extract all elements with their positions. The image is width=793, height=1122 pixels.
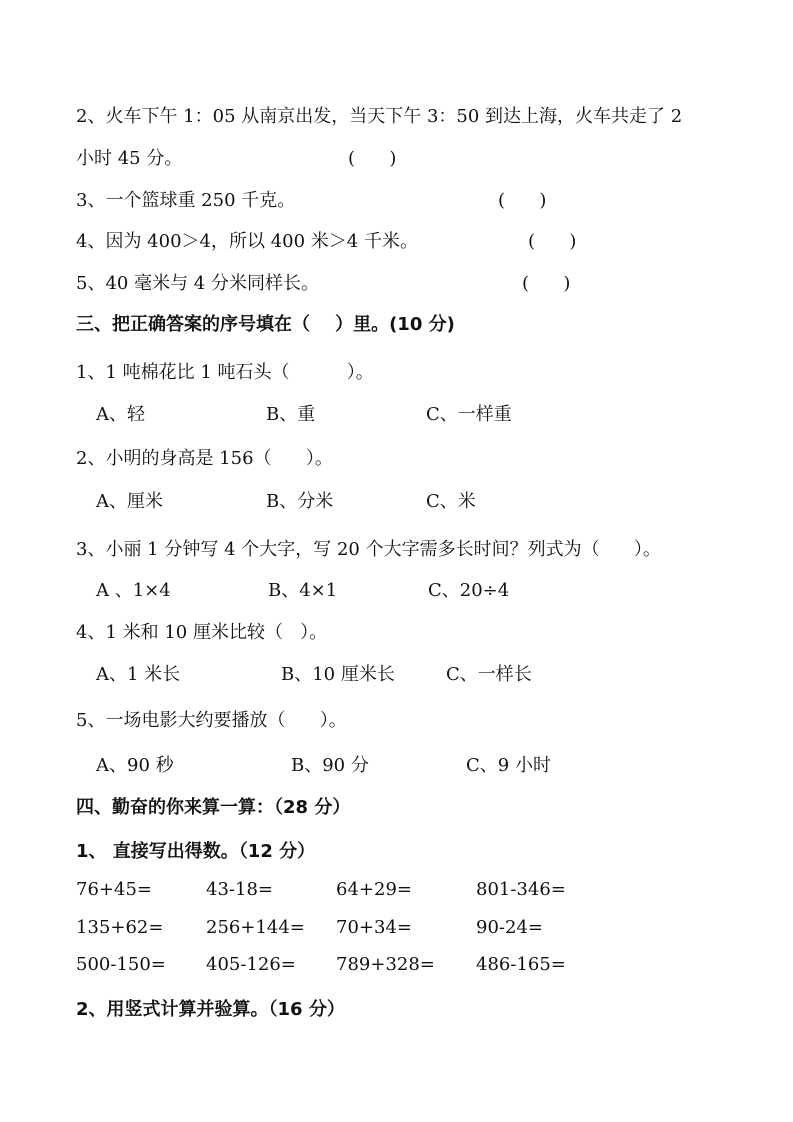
part2-title: 2、用竖式计算并验算。（16 分） [76,999,345,1020]
judge-q2-line1: 2、火车下午 1：05 从南京出发，当天下午 3：50 到达上海，火车共走了 2 [76,106,683,127]
judge-q3: 3、一个篮球重 250 千克。 [76,190,296,211]
question: 1、1 吨棉花比 1 吨石头（ ）。 [76,362,374,383]
option[interactable]: C、9 小时 [466,755,551,776]
calc-item: 135+62= [76,917,164,938]
option[interactable]: B、重 [266,404,316,425]
calc-item: 70+34= [336,917,412,938]
option[interactable]: C、20÷4 [428,580,510,601]
calc-item: 500-150= [76,954,166,975]
option[interactable]: B、4×1 [268,580,338,601]
option[interactable]: A、90 秒 [96,755,174,776]
judge-q4: 4、因为 400＞4，所以 400 米＞4 千米。 [76,231,418,252]
answer-blank[interactable]: ( ) [498,190,547,211]
calc-item: 405-126= [206,954,296,975]
answer-blank[interactable]: ( ) [522,273,571,294]
section3-title: 三、把正确答案的序号填在（ ）里。(10 分) [76,314,455,335]
part1-title: 1、 直接写出得数。（12 分） [76,841,316,862]
option[interactable]: B、分米 [266,491,334,512]
option[interactable]: A 、1×4 [96,580,171,601]
option[interactable]: B、10 厘米长 [281,664,395,685]
calc-item: 76+45= [76,879,152,900]
calc-item: 801-346= [476,879,566,900]
question: 2、小明的身高是 156（ ）。 [76,448,333,469]
option[interactable]: C、米 [426,491,476,512]
option[interactable]: A、1 米长 [96,664,181,685]
question: 3、小丽 1 分钟写 4 个大字，写 20 个大字需多长时间？列式为（ ）。 [76,539,661,560]
judge-q2-line2: 小时 45 分。 [76,148,183,169]
calc-item: 64+29= [336,879,412,900]
answer-blank[interactable]: ( ) [348,148,397,169]
option[interactable]: A、轻 [96,404,145,425]
option[interactable]: B、90 分 [291,755,369,776]
question: 4、1 米和 10 厘米比较（ ）。 [76,622,328,643]
calc-item: 256+144= [206,917,305,938]
calc-item: 789+328= [336,954,435,975]
judge-q5: 5、40 毫米与 4 分米同样长。 [76,273,319,294]
section4-title: 四、勤奋的你来算一算：（28 分） [76,797,351,818]
calc-item: 43-18= [206,879,273,900]
answer-blank[interactable]: ( ) [528,231,577,252]
option[interactable]: C、一样重 [426,404,512,425]
question: 5、一场电影大约要播放（ ）。 [76,710,347,731]
calc-item: 486-165= [476,954,566,975]
calc-item: 90-24= [476,917,543,938]
option[interactable]: A、厘米 [96,491,163,512]
option[interactable]: C、一样长 [446,664,532,685]
